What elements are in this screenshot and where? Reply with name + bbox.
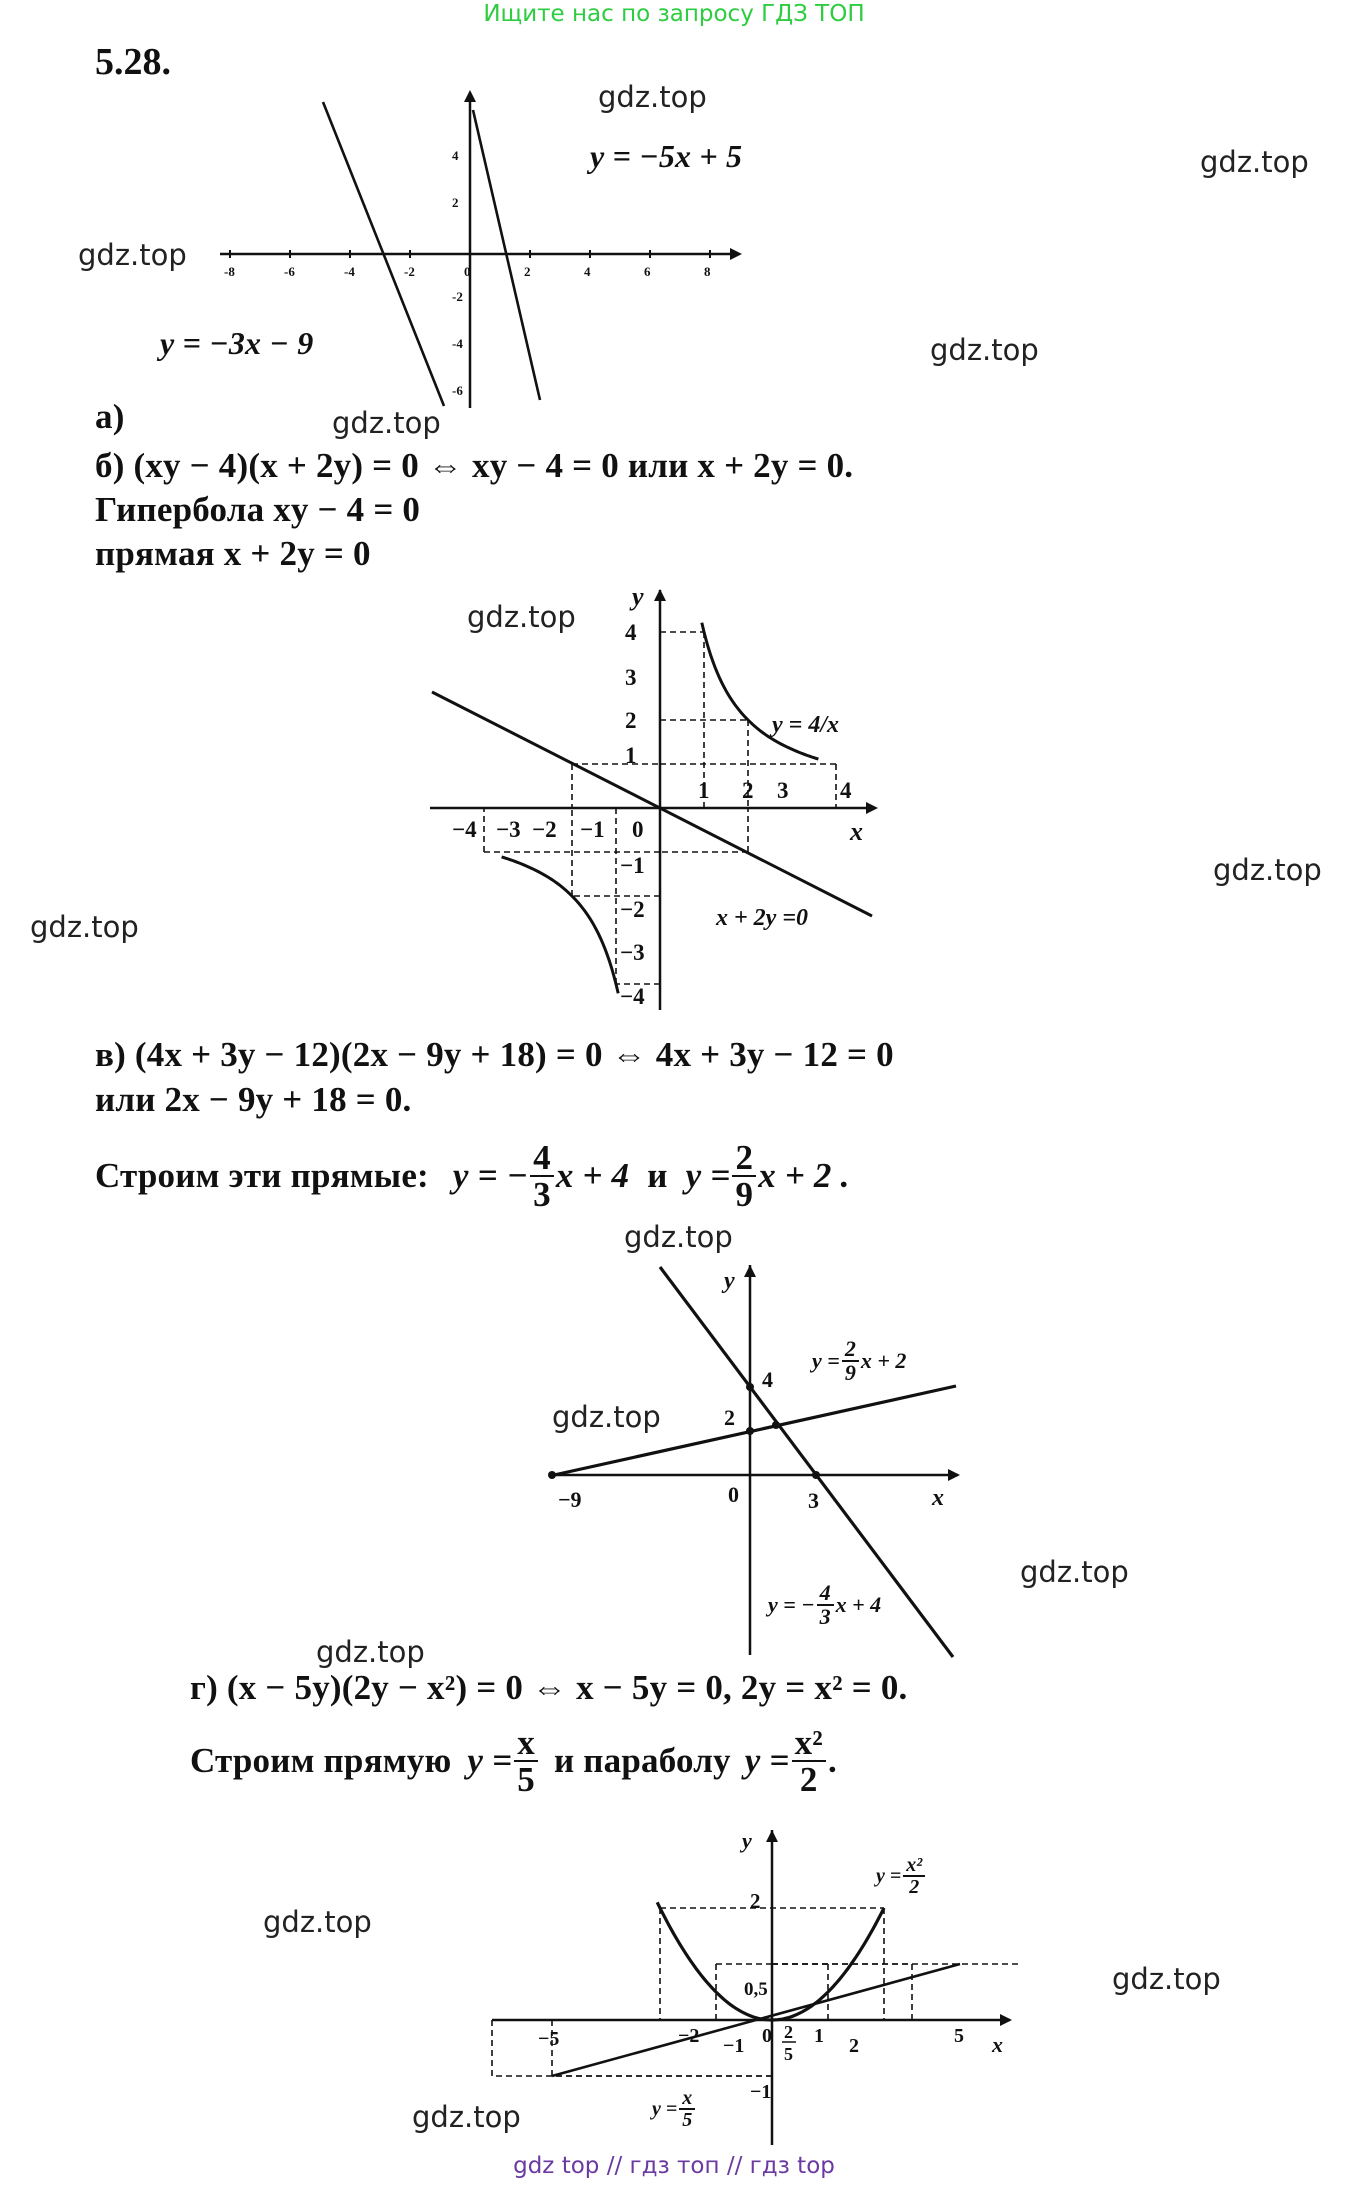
x-tick-label: 6 — [644, 264, 651, 279]
tick-x-m2: −2 — [532, 817, 557, 842]
y-tick-label: -4 — [452, 336, 463, 351]
watermark: gdz.top — [598, 80, 707, 114]
watermark: gdz.top — [263, 1905, 372, 1939]
top-banner[interactable]: Ищите нас по запросу ГДЗ ТОП — [483, 1, 865, 27]
y-tick-label: 2 — [452, 195, 459, 210]
eq-b-lhs: y = — [685, 1156, 731, 1195]
y-tick-label: -2 — [452, 289, 463, 304]
tick-y-3: 3 — [625, 665, 637, 690]
part-g-line1: г) (x − 5y)(2y − x²) = 0 ⇔ x − 5y = 0, 2y = x² = 0. — [190, 1668, 908, 1707]
part-v-line1: в) (4x + 3y − 12)(2x − 9y + 18) = 0 ⇔ 4x + 3y − 12 = 0 — [95, 1035, 894, 1074]
x-tick-label: 4 — [584, 264, 591, 279]
graph-g-label-line: y = $\frac{x}{5}$ — [652, 2088, 697, 2130]
tick-m2: −2 — [678, 2025, 700, 2047]
tick-m1: −1 — [723, 2035, 745, 2057]
tick-y-m4: −4 — [620, 984, 645, 1009]
axis-y-label: y — [632, 585, 644, 611]
tick-x-m4: −4 — [452, 817, 477, 842]
tick-0: 0 — [762, 2025, 772, 2047]
tick-y-2: 2 — [625, 708, 637, 733]
part-v-line2: или 2x − 9y + 18 = 0. — [95, 1080, 412, 1119]
tick-3: 3 — [808, 1488, 819, 1513]
tick-y-m3: −3 — [620, 940, 645, 965]
eq-label-a2: y = −3x − 9 — [160, 325, 314, 361]
eq-b-fraction: $\frac{2}{9}$ — [732, 1140, 756, 1212]
label-hyperbola: y = 4/x — [772, 712, 839, 738]
watermark: gdz.top — [930, 333, 1039, 367]
x-tick-label: 0 — [464, 264, 471, 279]
part-b-line3: прямая x + 2y = 0 — [95, 534, 371, 573]
point-2 — [746, 1427, 754, 1435]
part-b-line1: б) (xy − 4)(x + 2y) = 0 ⇔ xy − 4 = 0 или x + 2y = 0. — [95, 446, 854, 485]
tick-x-m3: −3 — [496, 817, 521, 842]
eq-a-lhs: y = − — [452, 1156, 529, 1195]
y-axis-arrow — [654, 589, 666, 601]
tick-y-2: 2 — [750, 1889, 761, 1913]
eq-b-rest: x + 2 . — [758, 1156, 850, 1195]
line-y-eq-2-9x-plus2 — [554, 1386, 956, 1475]
tick-y-4: 4 — [625, 620, 637, 645]
tick-x-1: 1 — [698, 778, 710, 803]
y-axis-arrow — [766, 1830, 778, 1842]
tick-x-4: 4 — [840, 778, 852, 803]
y-axis-arrow — [744, 1265, 756, 1277]
label-line: x + 2y =0 — [716, 905, 809, 931]
y-tick-label: -6 — [452, 383, 463, 398]
tick-y-1: 1 — [625, 743, 637, 768]
tick-x-2: 2 — [742, 778, 754, 803]
eq-a-fraction: $\frac{4}{3}$ — [530, 1140, 554, 1212]
x-axis-arrow — [948, 1469, 960, 1481]
eq-label-a1: y = −5x + 5 — [590, 138, 743, 174]
tick-frac-den: 5 — [784, 2044, 793, 2064]
axis-x-label: x — [932, 1485, 944, 1511]
axis-y-label: y — [742, 1828, 752, 1853]
parabola-y-eq-x2-over-2 — [657, 1902, 884, 2020]
x-axis-arrow — [1000, 2014, 1012, 2026]
tick-x-3: 3 — [777, 778, 789, 803]
tick-5: 5 — [954, 2025, 964, 2047]
hyperbola-positive-branch — [702, 623, 819, 759]
bottom-banner[interactable]: gdz top // гдз топ // гдз top — [513, 2153, 835, 2179]
graph-g — [480, 1820, 1020, 2150]
x-tick-label: -8 — [224, 264, 235, 279]
part-v-line3 — [95, 1140, 850, 1212]
x-tick-label: -4 — [344, 264, 355, 279]
tick-y-m1: −1 — [620, 853, 645, 878]
graph-v — [540, 1255, 970, 1665]
x-tick-label: 2 — [524, 264, 531, 279]
axis-y-label: y — [724, 1268, 735, 1294]
tick-x-m1: −1 — [580, 817, 605, 842]
x-tick-label: -6 — [284, 264, 295, 279]
point-m9 — [548, 1471, 556, 1479]
x-axis-arrow — [730, 248, 742, 260]
hyperbola-negative-branch — [502, 857, 619, 993]
part-v-prefix: Строим эти прямые: — [95, 1156, 429, 1195]
watermark: gdz.top — [1213, 853, 1322, 887]
point-3 — [812, 1471, 820, 1479]
watermark: gdz.top — [1112, 1962, 1221, 1996]
watermark: gdz.top — [624, 1220, 733, 1254]
tick-y-m1: −1 — [750, 2081, 772, 2103]
y-tick-labels — [452, 148, 463, 398]
point-4 — [746, 1383, 754, 1391]
watermark: gdz.top — [1020, 1555, 1129, 1589]
tick-0: 0 — [728, 1482, 739, 1507]
intersection — [772, 1421, 780, 1429]
graph-v-label-a: y = − $\frac{4}{3}$ x + 4 — [768, 1580, 882, 1629]
tick-2: 2 — [724, 1405, 735, 1430]
x-axis-arrow — [866, 802, 878, 814]
tick-m5: −5 — [538, 2028, 560, 2050]
y-axis-arrow — [464, 90, 476, 102]
tick-frac-num: 2 — [784, 2022, 793, 2042]
graph-v-label-b: y = $\frac{2}{9}$ x + 2 — [812, 1336, 907, 1385]
part-g-line2: Строим прямую y = $\frac{x}{5}$ и параболу y = $\frac{\text{x²}}{2}$ . — [190, 1723, 837, 1799]
watermark: gdz.top — [78, 238, 187, 272]
y-tick-label: 4 — [452, 148, 459, 163]
watermark: gdz.top — [552, 1400, 661, 1434]
graph-b — [420, 585, 880, 1015]
watermark: gdz.top — [1200, 145, 1309, 179]
watermark: gdz.top — [412, 2100, 521, 2134]
part-b-line2: Гипербола xy − 4 = 0 — [95, 490, 421, 529]
axis-x-label: x — [850, 817, 863, 846]
x-tick-label: -2 — [404, 264, 415, 279]
tick-origin: 0 — [632, 817, 644, 842]
graph-g-label-par: y = $\frac{\text{x²}}{2}$ — [876, 1855, 927, 1897]
part-a-label: а) — [95, 397, 125, 436]
tick-1: 1 — [814, 2025, 824, 2047]
tick-2: 2 — [849, 2035, 859, 2057]
watermark: gdz.top — [467, 600, 576, 634]
tick-m9: −9 — [558, 1487, 582, 1512]
conj: и — [647, 1156, 668, 1195]
x-tick-label: 8 — [704, 264, 711, 279]
watermark: gdz.top — [332, 406, 441, 440]
eq-a-rest: x + 4 — [555, 1156, 630, 1195]
tick-y-05: 0,5 — [744, 1979, 768, 2000]
watermark: gdz.top — [30, 910, 139, 944]
tick-4: 4 — [762, 1367, 773, 1392]
task-number: 5.28. — [95, 41, 171, 83]
tick-y-m2: −2 — [620, 897, 645, 922]
axis-x-label: x — [992, 2032, 1003, 2057]
watermark: gdz.top — [316, 1635, 425, 1669]
